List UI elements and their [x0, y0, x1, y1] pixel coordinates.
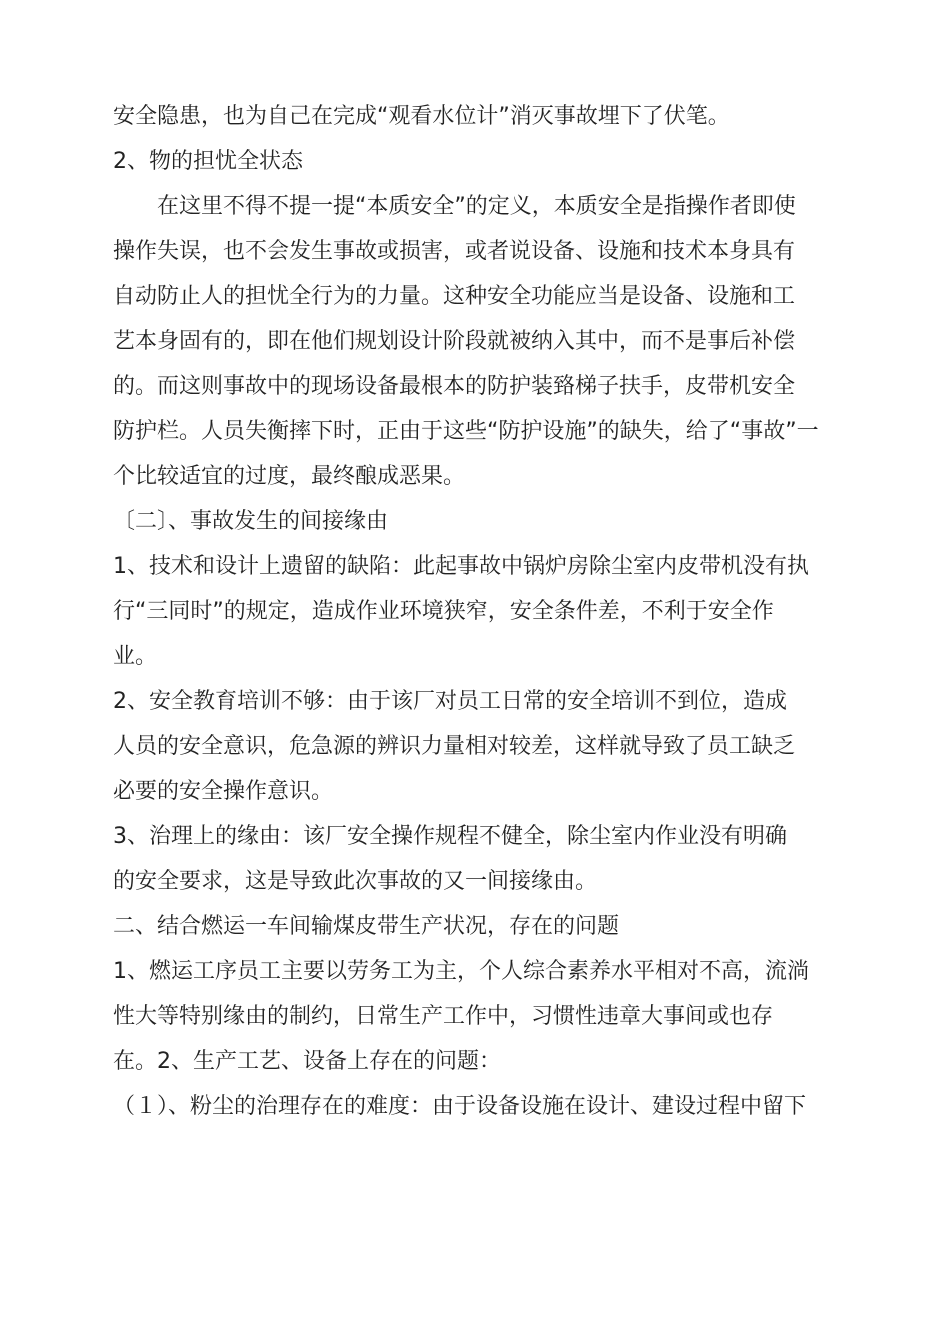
text-line: 的安全要求，这是导致此次事故的又一间接缘由。: [113, 869, 598, 894]
text-line: 2、安全教育培训不够：由于该厂对员工日常的安全培训不到位，造成: [113, 689, 787, 714]
text-line: 人员的安全意识，危急源的辨识力量相对较差，这样就导致了员工缺乏: [113, 734, 796, 759]
text-line: 1、技术和设计上遗留的缺陷：此起事故中锅炉房除尘室内皮带机没有执: [113, 554, 809, 579]
body-text: [113, 94, 893, 1129]
text-line: 行“三同时”的规定，造成作业环境狭窄，安全条件差，不利于安全作: [113, 599, 774, 624]
text-line: 必要的安全操作意识。: [113, 779, 334, 804]
text-line: 3、治理上的缘由：该厂安全操作规程不健全，除尘室内作业没有明确: [113, 824, 787, 849]
section-heading: 2、物的担忧全状态: [113, 149, 303, 174]
text-line: 在这里不得不提一提“本质安全”的定义，本质安全是指操作者即使: [157, 194, 796, 219]
text-line: （１）、粉尘的治理存在的难度：由于设备设施在设计、建设过程中留下: [113, 1094, 807, 1119]
text-line: 防护栏。人员失衡摔下时，正由于这些“防护设施”的缺失，给了“事故”一: [113, 419, 819, 444]
text-line: 在。2、生产工艺、设备上存在的问题：: [113, 1049, 501, 1074]
text-line: 操作失误，也不会发生事故或损害，或者说设备、设施和技术本身具有: [113, 239, 796, 264]
text-line: 1、燃运工序员工主要以劳务工为主，个人综合素养水平相对不高，流淌: [113, 959, 809, 984]
text-line: 性大等特别缘由的制约，日常生产工作中，习惯性违章大事间或也存: [113, 1004, 774, 1029]
section-heading: 〔二〕、事故发生的间接缘由: [113, 509, 389, 534]
text-line: 自动防止人的担忧全行为的力量。这种安全功能应当是设备、设施和工: [113, 284, 796, 309]
text-line: 个比较适宜的过度，最终酿成恶果。: [113, 464, 466, 489]
text-line: 的。而这则事故中的现场设备最根本的防护装臵梯子扶手，皮带机安全: [113, 374, 796, 399]
section-heading: 二、结合燃运一车间输煤皮带生产状况，存在的问题: [113, 914, 620, 939]
text-line: 业。: [113, 644, 158, 669]
text-line: 艺本身固有的，即在他们规划设计阶段就被纳入其中，而不是事后补偿: [113, 329, 796, 354]
text-line: 安全隐患，也为自己在完成“观看水位计”消灭事故埋下了伏笔。: [113, 104, 730, 129]
